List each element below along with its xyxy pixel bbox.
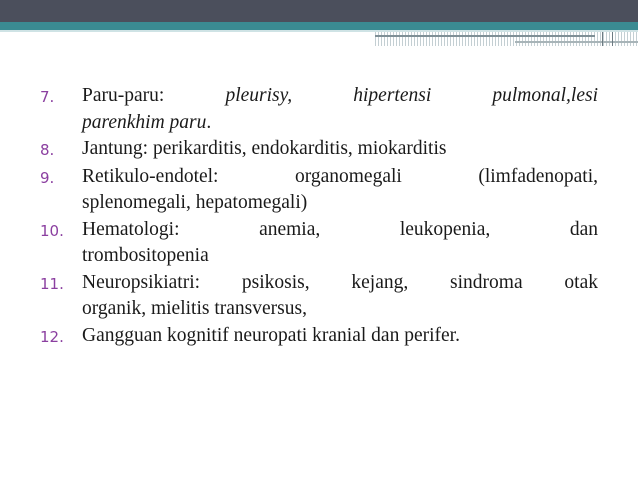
- list-item-text: Hematologi: anemia, leukopenia, dan: [82, 218, 598, 240]
- slide-header-band: [0, 0, 638, 22]
- list-item-text: Retikulo-endotel: organomegali (limfadenopati,: [82, 165, 598, 187]
- list-item-text: trombositopenia: [82, 245, 209, 266]
- list-number: 10.: [40, 221, 64, 240]
- list-number: 11.: [40, 274, 64, 293]
- list-number: 9.: [40, 168, 55, 187]
- list-item: [40, 270, 598, 323]
- decorative-tick: [602, 32, 603, 46]
- list-item-text: splenomegali, hepatomegali): [82, 192, 308, 213]
- list-item-text: Paru-paru:: [82, 85, 165, 106]
- decorative-line: [375, 35, 595, 37]
- decorative-line: [515, 41, 638, 43]
- list-item: [40, 164, 598, 217]
- list-number: 12.: [40, 327, 64, 346]
- list-item-text: Gangguan kognitif neuropati kranial dan perifer.: [82, 324, 460, 346]
- list-item-italic-text: parenkhim paru: [82, 111, 207, 133]
- list-item-line: [82, 83, 598, 110]
- list-item-text: organik, mielitis transversus,: [82, 298, 307, 319]
- list-item-text: Jantung: perikarditis, endokarditis, miokarditis: [82, 138, 447, 159]
- list-item-italic-text: pleurisy, hipertensi pulmonal,lesi: [225, 85, 599, 106]
- list-number: 7.: [40, 88, 55, 106]
- list-item-line: [82, 110, 598, 137]
- numbered-list: [40, 83, 598, 350]
- list-item: [40, 136, 598, 164]
- list-item: [40, 323, 598, 351]
- list-item-text: .: [206, 111, 212, 133]
- list-item: [40, 83, 598, 136]
- list-number: 8.: [40, 141, 55, 159]
- slide-accent-band: [0, 22, 638, 30]
- list-item-text: Neuropsikiatri: psikosis, kejang, sindroma otak: [82, 271, 598, 293]
- decorative-tick: [612, 32, 613, 46]
- list-item: [40, 217, 598, 270]
